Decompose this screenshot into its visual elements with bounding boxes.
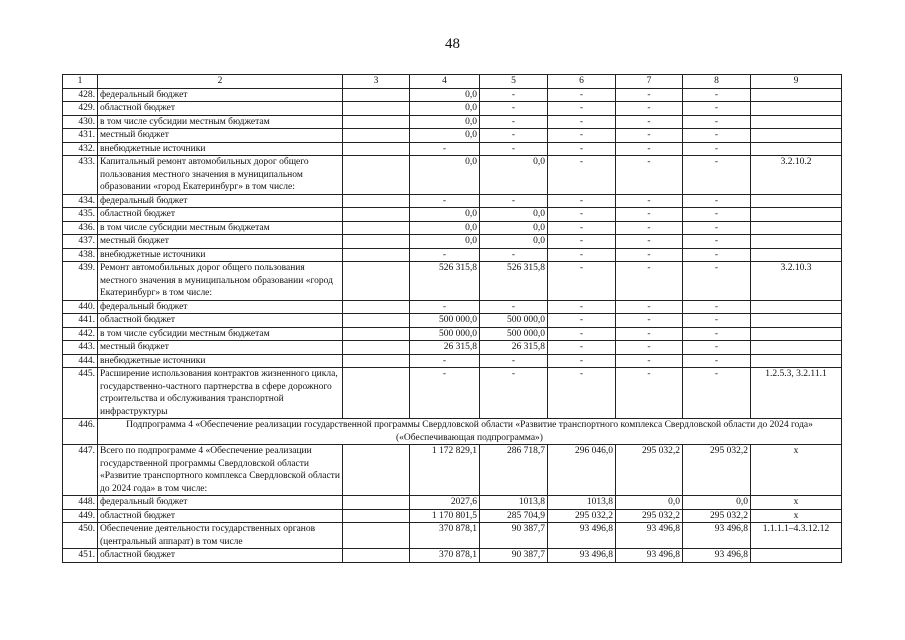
table-row [63,341,842,355]
col-3-cell [343,341,410,355]
budget-table [62,74,842,563]
value-c6-cell: 93 496,8 [548,549,616,563]
value-c8-cell: - [683,142,751,156]
target-index-cell [751,248,842,262]
value-c7-cell: - [616,327,683,341]
value-c6-cell: - [548,88,616,102]
row-number: 431. [63,129,98,143]
value-c5-cell: 0,0 [480,156,548,195]
col-3-cell [343,156,410,195]
value-c7-cell: - [616,248,683,262]
col-3-cell [343,509,410,523]
table-row [63,262,842,301]
row-name: федеральный бюджет [98,496,343,510]
value-c6-cell: 296 046,0 [548,445,616,496]
value-c4-cell: - [410,368,480,419]
subprogram-row [63,419,842,445]
value-c8-cell: - [683,368,751,419]
row-name: в том числе субсидии местным бюджетам [98,115,343,129]
value-c6-cell: - [548,262,616,301]
value-c4-cell: 0,0 [410,156,480,195]
col-3-cell [343,88,410,102]
col-3-cell [343,142,410,156]
value-c5-cell: - [480,368,548,419]
col-3-cell [343,549,410,563]
target-index-cell: х [751,496,842,510]
table-row [63,549,842,563]
value-c5-cell: - [480,102,548,116]
value-c8-cell: 295 032,2 [683,445,751,496]
header-cell: 2 [98,75,343,89]
value-c8-cell: - [683,88,751,102]
value-c8-cell: - [683,115,751,129]
value-c5-cell: - [480,129,548,143]
header-cell: 6 [548,75,616,89]
page-number: 48 [445,36,460,52]
value-c7-cell: - [616,300,683,314]
target-index-cell [751,235,842,249]
target-index-cell [751,208,842,222]
table-row [63,445,842,496]
value-c5-cell: 0,0 [480,208,548,222]
value-c6-cell: - [548,102,616,116]
value-c8-cell: - [683,262,751,301]
row-number: 448. [63,496,98,510]
row-number: 433. [63,156,98,195]
row-number: 439. [63,262,98,301]
row-number: 440. [63,300,98,314]
row-name: федеральный бюджет [98,194,343,208]
row-number: 447. [63,445,98,496]
row-number: 438. [63,248,98,262]
value-c4-cell: - [410,248,480,262]
value-c6-cell: 93 496,8 [548,523,616,549]
row-name: Ремонт автомобильных дорог общего пользования местного значения в муниципальном образовании «город Екатеринбург» в том числе: [98,262,343,301]
value-c7-cell: - [616,341,683,355]
row-name: внебюджетные источники [98,248,343,262]
value-c5-cell: - [480,300,548,314]
row-name: местный бюджет [98,341,343,355]
value-c4-cell: 0,0 [410,115,480,129]
row-number: 434. [63,194,98,208]
value-c5-cell: - [480,88,548,102]
col-3-cell [343,262,410,301]
value-c5-cell: 0,0 [480,235,548,249]
col-3-cell [343,129,410,143]
row-number: 451. [63,549,98,563]
target-index-cell: 1.2.5.3, 3.2.11.1 [751,368,842,419]
col-3-cell [343,300,410,314]
target-index-cell [751,102,842,116]
target-index-cell [751,221,842,235]
value-c5-cell: 500 000,0 [480,327,548,341]
row-number: 449. [63,509,98,523]
value-c6-cell: - [548,300,616,314]
col-3-cell [343,208,410,222]
row-name: внебюджетные источники [98,142,343,156]
target-index-cell [751,549,842,563]
col-3-cell [343,368,410,419]
value-c5-cell: - [480,354,548,368]
value-c8-cell: - [683,208,751,222]
target-index-cell [751,314,842,328]
row-name: федеральный бюджет [98,88,343,102]
row-number: 444. [63,354,98,368]
row-number: 437. [63,235,98,249]
target-index-cell: х [751,509,842,523]
value-c5-cell: 500 000,0 [480,314,548,328]
value-c7-cell: - [616,235,683,249]
value-c6-cell: 1013,8 [548,496,616,510]
row-name: областной бюджет [98,549,343,563]
header-cell: 7 [616,75,683,89]
row-number: 430. [63,115,98,129]
table-row [63,300,842,314]
value-c8-cell: - [683,221,751,235]
row-name: местный бюджет [98,129,343,143]
table-row [63,142,842,156]
value-c8-cell: - [683,129,751,143]
target-index-cell [751,88,842,102]
value-c8-cell: - [683,300,751,314]
table-row [63,115,842,129]
value-c4-cell: 0,0 [410,208,480,222]
table-row [63,248,842,262]
value-c8-cell: - [683,327,751,341]
col-3-cell [343,314,410,328]
table-row [63,156,842,195]
col-3-cell [343,327,410,341]
target-index-cell: 3.2.10.2 [751,156,842,195]
target-index-cell [751,327,842,341]
col-3-cell [343,445,410,496]
value-c7-cell: - [616,88,683,102]
value-c8-cell: 295 032,2 [683,509,751,523]
value-c8-cell: - [683,314,751,328]
value-c5-cell: 285 704,9 [480,509,548,523]
col-3-cell [343,235,410,249]
table-row [63,194,842,208]
value-c4-cell: 1 172 829,1 [410,445,480,496]
value-c6-cell: - [548,341,616,355]
value-c4-cell: 370 878,1 [410,549,480,563]
value-c6-cell: - [548,314,616,328]
table-row [63,221,842,235]
value-c6-cell: - [548,115,616,129]
value-c6-cell: - [548,129,616,143]
header-cell: 9 [751,75,842,89]
col-3-cell [343,523,410,549]
value-c4-cell: 2027,6 [410,496,480,510]
value-c5-cell: 90 387,7 [480,549,548,563]
value-c5-cell: - [480,115,548,129]
header-cell: 8 [683,75,751,89]
table-row [63,354,842,368]
value-c8-cell: - [683,248,751,262]
row-number: 429. [63,102,98,116]
table-row [63,509,842,523]
value-c8-cell: - [683,194,751,208]
table-row [63,496,842,510]
value-c7-cell: - [616,194,683,208]
value-c7-cell: - [616,208,683,222]
row-name: местный бюджет [98,235,343,249]
value-c6-cell: - [548,142,616,156]
col-3-cell [343,115,410,129]
value-c5-cell: 1013,8 [480,496,548,510]
value-c8-cell: - [683,102,751,116]
value-c7-cell: 295 032,2 [616,509,683,523]
table-row [63,88,842,102]
target-index-cell: х [751,445,842,496]
header-cell: 4 [410,75,480,89]
row-name: Расширение использования контрактов жизненного цикла, государственно-частного партнерства в сфере дорожного строительства и обслуживания транспортной инфраструктуры [98,368,343,419]
value-c7-cell: 93 496,8 [616,549,683,563]
value-c4-cell: - [410,142,480,156]
value-c4-cell: 0,0 [410,221,480,235]
value-c5-cell: 286 718,7 [480,445,548,496]
value-c4-cell: 26 315,8 [410,341,480,355]
value-c7-cell: 93 496,8 [616,523,683,549]
row-name: Всего по подпрограмме 4 «Обеспечение реализации государственной программы Свердловской области «Развитие транспортного комплекса Свердловской области до 2024 года» в том числе: [98,445,343,496]
target-index-cell [751,354,842,368]
value-c7-cell: - [616,368,683,419]
value-c5-cell: - [480,194,548,208]
value-c8-cell: - [683,156,751,195]
value-c6-cell: - [548,208,616,222]
value-c5-cell: 26 315,8 [480,341,548,355]
table-row [63,314,842,328]
value-c8-cell: 0,0 [683,496,751,510]
value-c5-cell: 526 315,8 [480,262,548,301]
header-row [63,75,842,89]
target-index-cell [751,115,842,129]
value-c4-cell: 0,0 [410,102,480,116]
row-number: 446. [63,419,98,445]
target-index-cell [751,341,842,355]
row-number: 428. [63,88,98,102]
col-3-cell [343,194,410,208]
target-index-cell: 3.2.10.3 [751,262,842,301]
target-index-cell [751,142,842,156]
row-name: областной бюджет [98,102,343,116]
row-number: 432. [63,142,98,156]
col-3-cell [343,102,410,116]
table-row [63,523,842,549]
value-c5-cell: - [480,142,548,156]
value-c4-cell: - [410,194,480,208]
value-c6-cell: - [548,235,616,249]
row-name: Обеспечение деятельности государственных органов (центральный аппарат) в том числе [98,523,343,549]
value-c7-cell: - [616,115,683,129]
subprogram-title: Подпрограмма 4 «Обеспечение реализации государственной программы Свердловской области «Развитие транспортного комплекса Свердловской области до 2024 года» («Обеспечивающая подпрограмма») [98,419,842,445]
row-number: 436. [63,221,98,235]
value-c7-cell: - [616,142,683,156]
value-c7-cell: - [616,102,683,116]
value-c5-cell: 90 387,7 [480,523,548,549]
target-index-cell: 1.1.1.1–4.3.12.12 [751,523,842,549]
value-c4-cell: - [410,300,480,314]
value-c8-cell: - [683,341,751,355]
row-name: в том числе субсидии местным бюджетам [98,221,343,235]
row-name: в том числе субсидии местным бюджетам [98,327,343,341]
value-c6-cell: - [548,194,616,208]
value-c4-cell: 0,0 [410,235,480,249]
row-name: Капитальный ремонт автомобильных дорог общего пользования местного значения в муниципальном образовании «город Екатеринбург» в том числе: [98,156,343,195]
value-c6-cell: - [548,368,616,419]
target-index-cell [751,300,842,314]
value-c8-cell: - [683,235,751,249]
header-cell: 5 [480,75,548,89]
value-c6-cell: - [548,354,616,368]
value-c7-cell: - [616,314,683,328]
value-c4-cell: 1 170 801,5 [410,509,480,523]
row-number: 435. [63,208,98,222]
target-index-cell [751,129,842,143]
value-c7-cell: - [616,354,683,368]
value-c4-cell: 0,0 [410,129,480,143]
value-c8-cell: 93 496,8 [683,549,751,563]
row-number: 450. [63,523,98,549]
value-c4-cell: 0,0 [410,88,480,102]
header-cell: 3 [343,75,410,89]
col-3-cell [343,354,410,368]
table-row [63,368,842,419]
value-c7-cell: - [616,262,683,301]
value-c6-cell: - [548,156,616,195]
value-c4-cell: 526 315,8 [410,262,480,301]
row-name: внебюджетные источники [98,354,343,368]
value-c7-cell: - [616,129,683,143]
row-name: федеральный бюджет [98,300,343,314]
value-c6-cell: - [548,248,616,262]
value-c7-cell: - [616,221,683,235]
col-3-cell [343,496,410,510]
value-c6-cell: 295 032,2 [548,509,616,523]
row-name: областной бюджет [98,314,343,328]
value-c4-cell: - [410,354,480,368]
header-cell: 1 [63,75,98,89]
value-c6-cell: - [548,221,616,235]
table-row [63,327,842,341]
value-c4-cell: 370 878,1 [410,523,480,549]
table-row [63,129,842,143]
table-row [63,208,842,222]
target-index-cell [751,194,842,208]
value-c4-cell: 500 000,0 [410,327,480,341]
row-number: 442. [63,327,98,341]
row-name: областной бюджет [98,509,343,523]
row-number: 441. [63,314,98,328]
value-c7-cell: 0,0 [616,496,683,510]
value-c8-cell: 93 496,8 [683,523,751,549]
value-c5-cell: 0,0 [480,221,548,235]
value-c4-cell: 500 000,0 [410,314,480,328]
table-row [63,102,842,116]
row-number: 445. [63,368,98,419]
value-c5-cell: - [480,248,548,262]
row-number: 443. [63,341,98,355]
value-c6-cell: - [548,327,616,341]
value-c7-cell: - [616,156,683,195]
value-c7-cell: 295 032,2 [616,445,683,496]
table-row [63,235,842,249]
row-name: областной бюджет [98,208,343,222]
col-3-cell [343,221,410,235]
value-c8-cell: - [683,354,751,368]
col-3-cell [343,248,410,262]
